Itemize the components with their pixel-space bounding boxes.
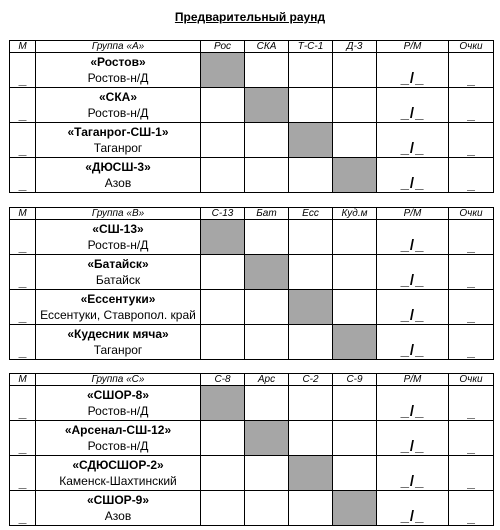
points-cell: _ [449,456,494,491]
team-name: «Арсенал-СШ-12» [64,423,172,437]
team-name: «СШОР-9» [86,493,150,507]
result-cell [245,290,289,325]
result-cell [201,421,245,456]
header-points: Очки [449,41,494,53]
group-b-table [9,207,494,360]
team-cell [36,421,201,456]
score-cell: _/_ [377,255,449,290]
header-group: Группа «В» [36,208,201,220]
header-col: С-2 [289,374,333,386]
table-row [10,456,494,491]
points-cell: _ [449,290,494,325]
result-cell [201,456,245,491]
result-cell [289,491,333,526]
team-city: Ессентуки, Ставропол. край [40,308,196,322]
place-cell: _ [10,53,36,88]
header-group: Группа «А» [36,41,201,53]
self-cell [201,220,245,255]
team-cell [36,53,201,88]
header-col: Д-3 [333,41,377,53]
self-cell [333,158,377,193]
result-cell [245,386,289,421]
table-row [10,290,494,325]
result-cell [201,255,245,290]
self-cell [201,53,245,88]
team-name: «СДЮСШОР-2» [72,458,164,472]
table-row [10,158,494,193]
team-name: «СКА» [98,90,137,104]
result-cell [245,53,289,88]
score-cell: _/_ [377,386,449,421]
table-row [10,491,494,526]
score-cell: _/_ [377,421,449,456]
header-col: Есс [289,208,333,220]
team-cell [36,88,201,123]
place-cell: _ [10,220,36,255]
score-cell: _/_ [377,220,449,255]
team-cell [36,325,201,360]
place-cell: _ [10,325,36,360]
team-cell [36,456,201,491]
self-cell [289,456,333,491]
team-city: Таганрог [93,141,143,155]
team-city: Ростов-н/Д [87,404,149,418]
place-cell: _ [10,386,36,421]
self-cell [201,386,245,421]
header-col: Рос [201,41,245,53]
result-cell [201,491,245,526]
team-name: «ДЮСШ-3» [85,160,151,174]
result-cell [289,88,333,123]
header-place: М [10,208,36,220]
self-cell [245,421,289,456]
score-cell: _/_ [377,325,449,360]
team-city: Азов [104,176,132,190]
header-col: С-8 [201,374,245,386]
team-cell [36,158,201,193]
result-cell [201,88,245,123]
result-cell [289,421,333,456]
place-cell: _ [10,491,36,526]
result-cell [333,255,377,290]
table-row [10,386,494,421]
header-row [10,41,494,53]
points-cell: _ [449,386,494,421]
result-cell [333,386,377,421]
self-cell [333,325,377,360]
self-cell [289,290,333,325]
self-cell [245,88,289,123]
place-cell: _ [10,456,36,491]
header-col: С-9 [333,374,377,386]
score-cell: _/_ [377,88,449,123]
place-cell: _ [10,290,36,325]
result-cell [201,325,245,360]
table-row [10,220,494,255]
team-city: Ростов-н/Д [87,238,149,252]
place-cell: _ [10,158,36,193]
header-col: С-13 [201,208,245,220]
header-row [10,374,494,386]
team-name: «Ростов» [90,55,146,69]
score-cell: _/_ [377,123,449,158]
points-cell: _ [449,421,494,456]
team-name: «Батайск» [87,257,149,271]
header-rm: Р/М [377,374,449,386]
header-place: М [10,41,36,53]
score-cell: _/_ [377,53,449,88]
team-cell [36,491,201,526]
result-cell [201,290,245,325]
header-col: СКА [245,41,289,53]
team-city: Ростов-н/Д [87,71,149,85]
header-place: М [10,374,36,386]
result-cell [289,220,333,255]
header-points: Очки [449,208,494,220]
team-city: Ростов-н/Д [87,106,149,120]
result-cell [245,123,289,158]
header-group: Группа «С» [36,374,201,386]
result-cell [333,456,377,491]
team-cell [36,386,201,421]
header-col: Т-С-1 [289,41,333,53]
page-title: Предварительный раунд [174,10,326,24]
result-cell [201,158,245,193]
team-city: Азов [104,509,132,523]
self-cell [289,123,333,158]
result-cell [245,220,289,255]
table-row [10,53,494,88]
points-cell: _ [449,255,494,290]
team-cell [36,255,201,290]
result-cell [201,123,245,158]
team-city: Батайск [95,273,141,287]
result-cell [245,491,289,526]
result-cell [333,421,377,456]
result-cell [245,325,289,360]
points-cell: _ [449,158,494,193]
team-name: «Таганрог-СШ-1» [67,125,169,139]
header-row [10,208,494,220]
points-cell: _ [449,53,494,88]
team-name: «СШ-13» [92,222,144,236]
result-cell [333,123,377,158]
team-city: Таганрог [93,343,143,357]
table-row [10,421,494,456]
team-name: «СШОР-8» [86,388,150,402]
result-cell [333,53,377,88]
result-cell [289,255,333,290]
header-points: Очки [449,374,494,386]
header-col: Бат [245,208,289,220]
header-col: Арс [245,374,289,386]
score-cell: _/_ [377,158,449,193]
team-cell [36,220,201,255]
header-rm: Р/М [377,41,449,53]
team-city: Ростов-н/Д [87,439,149,453]
table-row [10,123,494,158]
result-cell [289,158,333,193]
place-cell: _ [10,421,36,456]
points-cell: _ [449,220,494,255]
result-cell [333,290,377,325]
result-cell [289,53,333,88]
place-cell: _ [10,255,36,290]
team-name: «Кудесник мяча» [67,327,169,341]
team-city: Каменск-Шахтинский [59,474,177,488]
group-a-table [9,40,494,193]
table-row [10,325,494,360]
result-cell [289,325,333,360]
score-cell: _/_ [377,491,449,526]
header-col: Куд.м [333,208,377,220]
result-cell [333,220,377,255]
result-cell [289,386,333,421]
team-cell [36,290,201,325]
points-cell: _ [449,491,494,526]
points-cell: _ [449,88,494,123]
self-cell [245,255,289,290]
points-cell: _ [449,325,494,360]
score-cell: _/_ [377,456,449,491]
self-cell [333,491,377,526]
table-row [10,88,494,123]
place-cell: _ [10,123,36,158]
result-cell [245,456,289,491]
team-name: «Ессентуки» [80,292,156,306]
group-c-table [9,373,494,526]
score-cell: _/_ [377,290,449,325]
points-cell: _ [449,123,494,158]
result-cell [333,88,377,123]
result-cell [245,158,289,193]
header-rm: Р/М [377,208,449,220]
place-cell: _ [10,88,36,123]
team-cell [36,123,201,158]
table-row [10,255,494,290]
